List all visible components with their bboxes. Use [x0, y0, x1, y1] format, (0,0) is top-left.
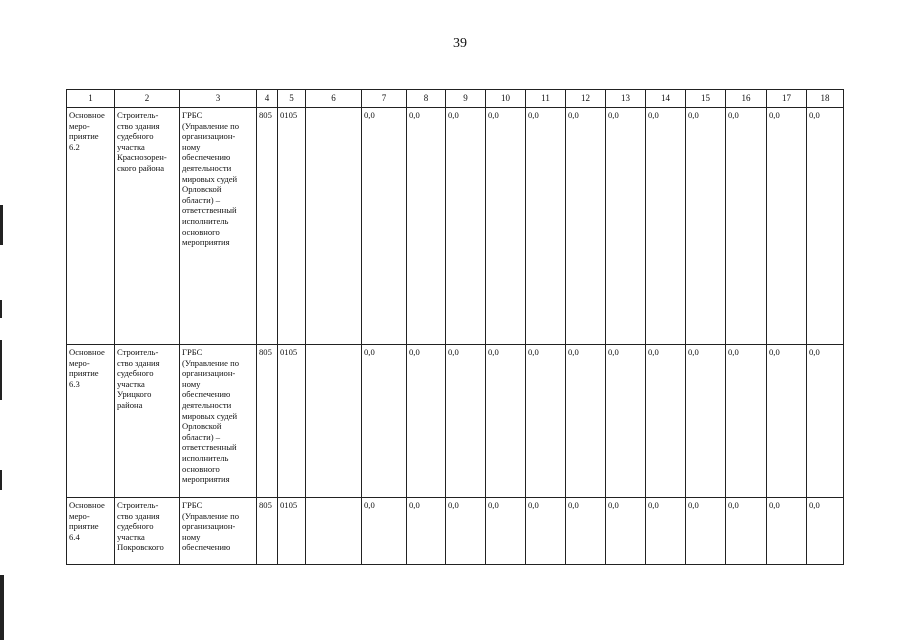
column-header: 16 — [726, 90, 767, 108]
column-header: 1 — [67, 90, 115, 108]
budget-table — [66, 89, 844, 565]
executor-cell — [180, 108, 257, 345]
value: 0,0 — [528, 347, 539, 357]
value-cell — [566, 498, 606, 565]
value: 0,0 — [364, 500, 375, 510]
object-label: Строитель- ство здания судебного участка Урицкого района — [117, 347, 160, 410]
measure-cell — [67, 498, 115, 565]
grbs-code: 805 — [259, 347, 272, 357]
section-code-cell — [278, 498, 306, 565]
value: 0,0 — [728, 500, 739, 510]
value-cell — [407, 345, 446, 498]
value-cell — [726, 345, 767, 498]
value-cell — [726, 108, 767, 345]
value-cell — [486, 108, 526, 345]
measure-cell — [67, 345, 115, 498]
value: 0,0 — [688, 500, 699, 510]
column-header: 14 — [646, 90, 686, 108]
value-cell — [606, 498, 646, 565]
measure-label: Основное меро- приятие 6.3 — [69, 347, 105, 389]
value-cell — [646, 498, 686, 565]
value-cell — [526, 108, 566, 345]
column-header: 3 — [180, 90, 257, 108]
value: 0,0 — [608, 110, 619, 120]
value: 0,0 — [364, 110, 375, 120]
value: 0,0 — [648, 110, 659, 120]
value-cell — [486, 345, 526, 498]
value-cell — [446, 345, 486, 498]
value: 0,0 — [809, 500, 820, 510]
object-cell — [115, 498, 180, 565]
measure-label: Основное меро- приятие 6.2 — [69, 110, 105, 152]
value-cell — [807, 345, 844, 498]
column-header: 13 — [606, 90, 646, 108]
value-cell — [686, 108, 726, 345]
scan-edge-mark — [0, 340, 2, 400]
grbs-code-cell — [257, 108, 278, 345]
value-cell — [362, 108, 407, 345]
value-cell — [362, 498, 407, 565]
value-cell — [767, 108, 807, 345]
value: 0,0 — [648, 347, 659, 357]
empty-cell — [306, 498, 362, 565]
value: 0,0 — [648, 500, 659, 510]
value-cell — [606, 345, 646, 498]
column-header: 4 — [257, 90, 278, 108]
value: 0,0 — [688, 347, 699, 357]
scan-edge-mark — [0, 300, 2, 318]
executor-label: ГРБС (Управление по организацион- ному обеспечению деятельности мировых судей Орловской области) – ответственный исполнитель основного мероприятия — [182, 110, 240, 248]
value-cell — [767, 345, 807, 498]
table-row — [67, 108, 844, 345]
executor-label: ГРБС (Управление по организацион- ному обеспечению — [182, 500, 240, 553]
value-cell — [407, 498, 446, 565]
value: 0,0 — [409, 347, 420, 357]
value: 0,0 — [488, 500, 499, 510]
value: 0,0 — [488, 110, 499, 120]
object-label: Строитель- ство здания судебного участка Краснозорен- ского района — [117, 110, 167, 173]
value: 0,0 — [528, 110, 539, 120]
value-cell — [807, 108, 844, 345]
empty-cell — [306, 108, 362, 345]
table-header-row — [67, 90, 844, 108]
value-cell — [446, 108, 486, 345]
measure-cell — [67, 108, 115, 345]
value-cell — [726, 498, 767, 565]
value-cell — [446, 498, 486, 565]
column-header: 8 — [407, 90, 446, 108]
value: 0,0 — [568, 500, 579, 510]
column-header: 7 — [362, 90, 407, 108]
section-code: 0105 — [280, 347, 298, 357]
column-header: 12 — [566, 90, 606, 108]
column-header: 6 — [306, 90, 362, 108]
value: 0,0 — [608, 500, 619, 510]
value-cell — [362, 345, 407, 498]
value-cell — [807, 498, 844, 565]
scan-edge-mark — [0, 470, 2, 490]
value: 0,0 — [448, 347, 459, 357]
value: 0,0 — [809, 347, 820, 357]
grbs-code-cell — [257, 345, 278, 498]
empty-cell — [306, 345, 362, 498]
executor-label: ГРБС (Управление по организацион- ному обеспечению деятельности мировых судей Орловской области) – ответственный исполнитель основного мероприятия — [182, 347, 240, 485]
value-cell — [566, 108, 606, 345]
value-cell — [767, 498, 807, 565]
value: 0,0 — [568, 110, 579, 120]
value: 0,0 — [608, 347, 619, 357]
value: 0,0 — [409, 500, 420, 510]
value: 0,0 — [409, 110, 420, 120]
value-cell — [646, 345, 686, 498]
executor-cell — [180, 498, 257, 565]
scan-edge-mark — [0, 205, 3, 245]
value: 0,0 — [809, 110, 820, 120]
value-cell — [686, 498, 726, 565]
value: 0,0 — [488, 347, 499, 357]
value: 0,0 — [448, 500, 459, 510]
scan-edge-mark — [0, 575, 4, 640]
measure-label: Основное меро- приятие 6.4 — [69, 500, 105, 542]
value-cell — [526, 498, 566, 565]
value-cell — [526, 345, 566, 498]
section-code: 0105 — [280, 500, 298, 510]
column-header: 15 — [686, 90, 726, 108]
value: 0,0 — [528, 500, 539, 510]
column-header: 2 — [115, 90, 180, 108]
section-code-cell — [278, 345, 306, 498]
page-number: 39 — [453, 36, 467, 51]
value: 0,0 — [568, 347, 579, 357]
column-header: 5 — [278, 90, 306, 108]
column-header: 18 — [807, 90, 844, 108]
value: 0,0 — [448, 110, 459, 120]
grbs-code: 805 — [259, 110, 272, 120]
section-code: 0105 — [280, 110, 298, 120]
object-cell — [115, 345, 180, 498]
executor-cell — [180, 345, 257, 498]
value: 0,0 — [769, 347, 780, 357]
column-header: 10 — [486, 90, 526, 108]
value-cell — [606, 108, 646, 345]
object-label: Строитель- ство здания судебного участка Покровского — [117, 500, 164, 553]
value-cell — [646, 108, 686, 345]
value: 0,0 — [769, 500, 780, 510]
section-code-cell — [278, 108, 306, 345]
table-row — [67, 345, 844, 498]
value-cell — [566, 345, 606, 498]
object-cell — [115, 108, 180, 345]
value: 0,0 — [728, 110, 739, 120]
table-row — [67, 498, 844, 565]
column-header: 17 — [767, 90, 807, 108]
value: 0,0 — [728, 347, 739, 357]
grbs-code-cell — [257, 498, 278, 565]
column-header: 11 — [526, 90, 566, 108]
value: 0,0 — [688, 110, 699, 120]
value-cell — [407, 108, 446, 345]
value: 0,0 — [769, 110, 780, 120]
value: 0,0 — [364, 347, 375, 357]
column-header: 9 — [446, 90, 486, 108]
value-cell — [486, 498, 526, 565]
grbs-code: 805 — [259, 500, 272, 510]
value-cell — [686, 345, 726, 498]
